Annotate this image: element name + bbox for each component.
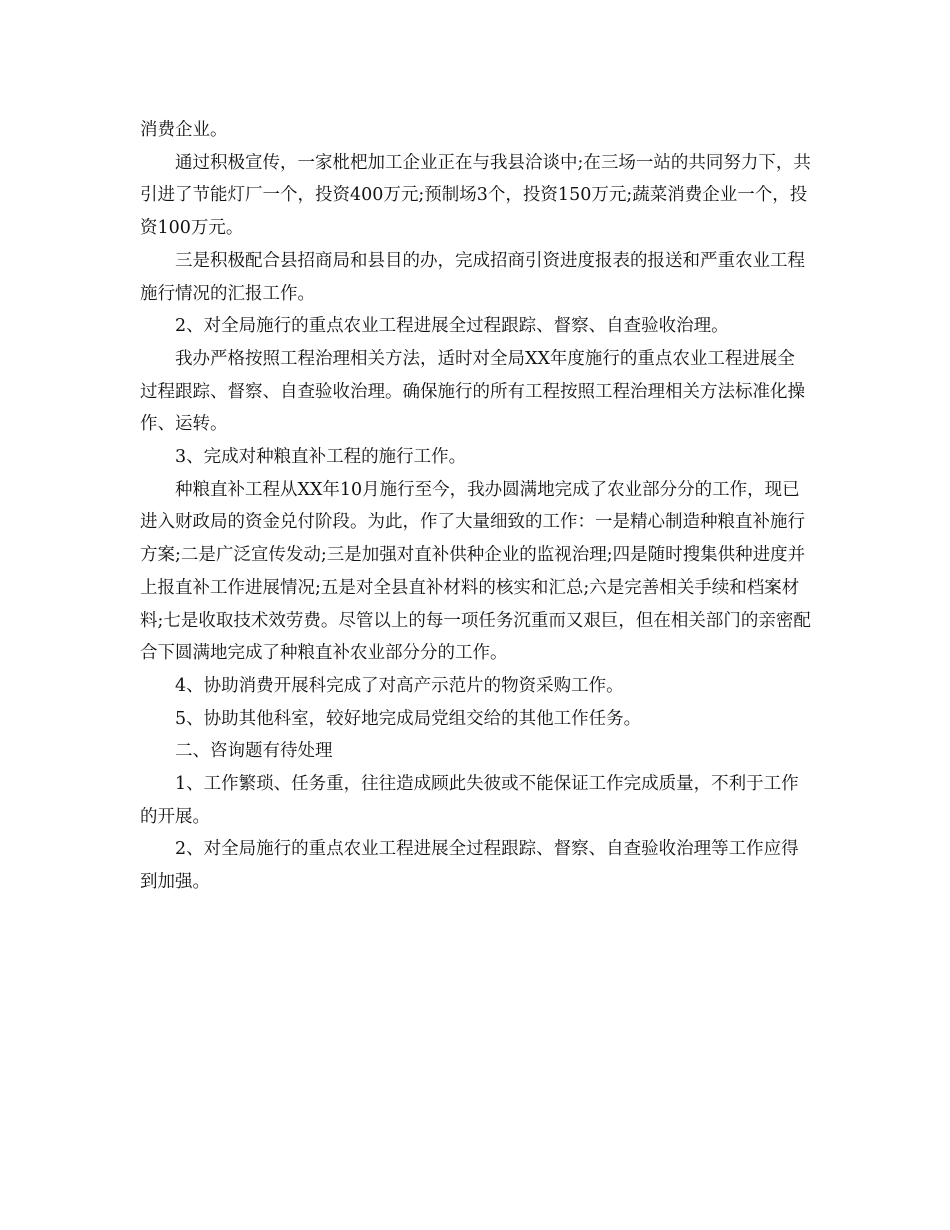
paragraph-continuation: 消费企业。 (140, 120, 228, 140)
section-heading-issues: 二、咨询题有待处理 (175, 741, 333, 762)
item-assist-other-offices: 5、协助其他科室，较好地完成局党组交给的其他工作任务。 (175, 708, 642, 729)
paragraph-project-management: 我办严格按照工程治理相关方法，适时对全局XX年度施行的重点农业工程进展全过程跟踪、督察、自查验收治理。确保施行的所有工程按照工程治理相关方法标准化操作、运转。 (140, 348, 805, 435)
document-body (140, 114, 812, 899)
issue-workload: 1、工作繁琐、任务重，往往造成顾此失彼或不能保证工作完成质量，不利于工作的开展。 (140, 774, 799, 827)
item-material-procurement: 4、协助消费开展科完成了对高产示范片的物资采购工作。 (175, 675, 624, 696)
paragraph-promotion-results: 通过积极宣传，一家枇杷加工企业正在与我县洽谈中;在三场一站的共同努力下，共引进了节能灯厂一个，投资400万元;预制场3个，投资150万元;蔬菜消费企业一个，投资100万元。 (140, 152, 811, 239)
paragraph-investment-reporting: 三是积极配合县招商局和县目的办，完成招商引资进度报表的报送和严重农业工程施行情况的汇报工作。 (140, 250, 805, 304)
paragraph-grain-subsidy-work: 种粮直补工程从XX年10月施行至今，我办圆满地完成了农业部分分的工作，现已进入财政局的资金兑付阶段。为此，作了大量细致的工作：一是精心制造种粮直补施行方案;二是广泛宣传发动;三是加强对直补供种企业的监视治理;四是随时搜集供种进度并上报直补工作进展情况;五是对全县直补材料的核实和汇总;六是完善相关手续和档案材料;七是收取技术效劳费。尽管以上的每一项任务沉重而又艰巨，但在相关部门的亲密配合下圆满地完成了种粮直补农业部分分的工作。 (140, 479, 811, 664)
heading-project-tracking: 2、对全局施行的重点农业工程进展全过程跟踪、督察、自查验收治理。 (175, 316, 729, 337)
heading-grain-subsidy: 3、完成对种粮直补工程的施行工作。 (175, 447, 467, 468)
issue-project-supervision: 2、对全局施行的重点农业工程进展全过程跟踪、督察、自查验收治理等工作应得到加强。 (140, 839, 799, 893)
